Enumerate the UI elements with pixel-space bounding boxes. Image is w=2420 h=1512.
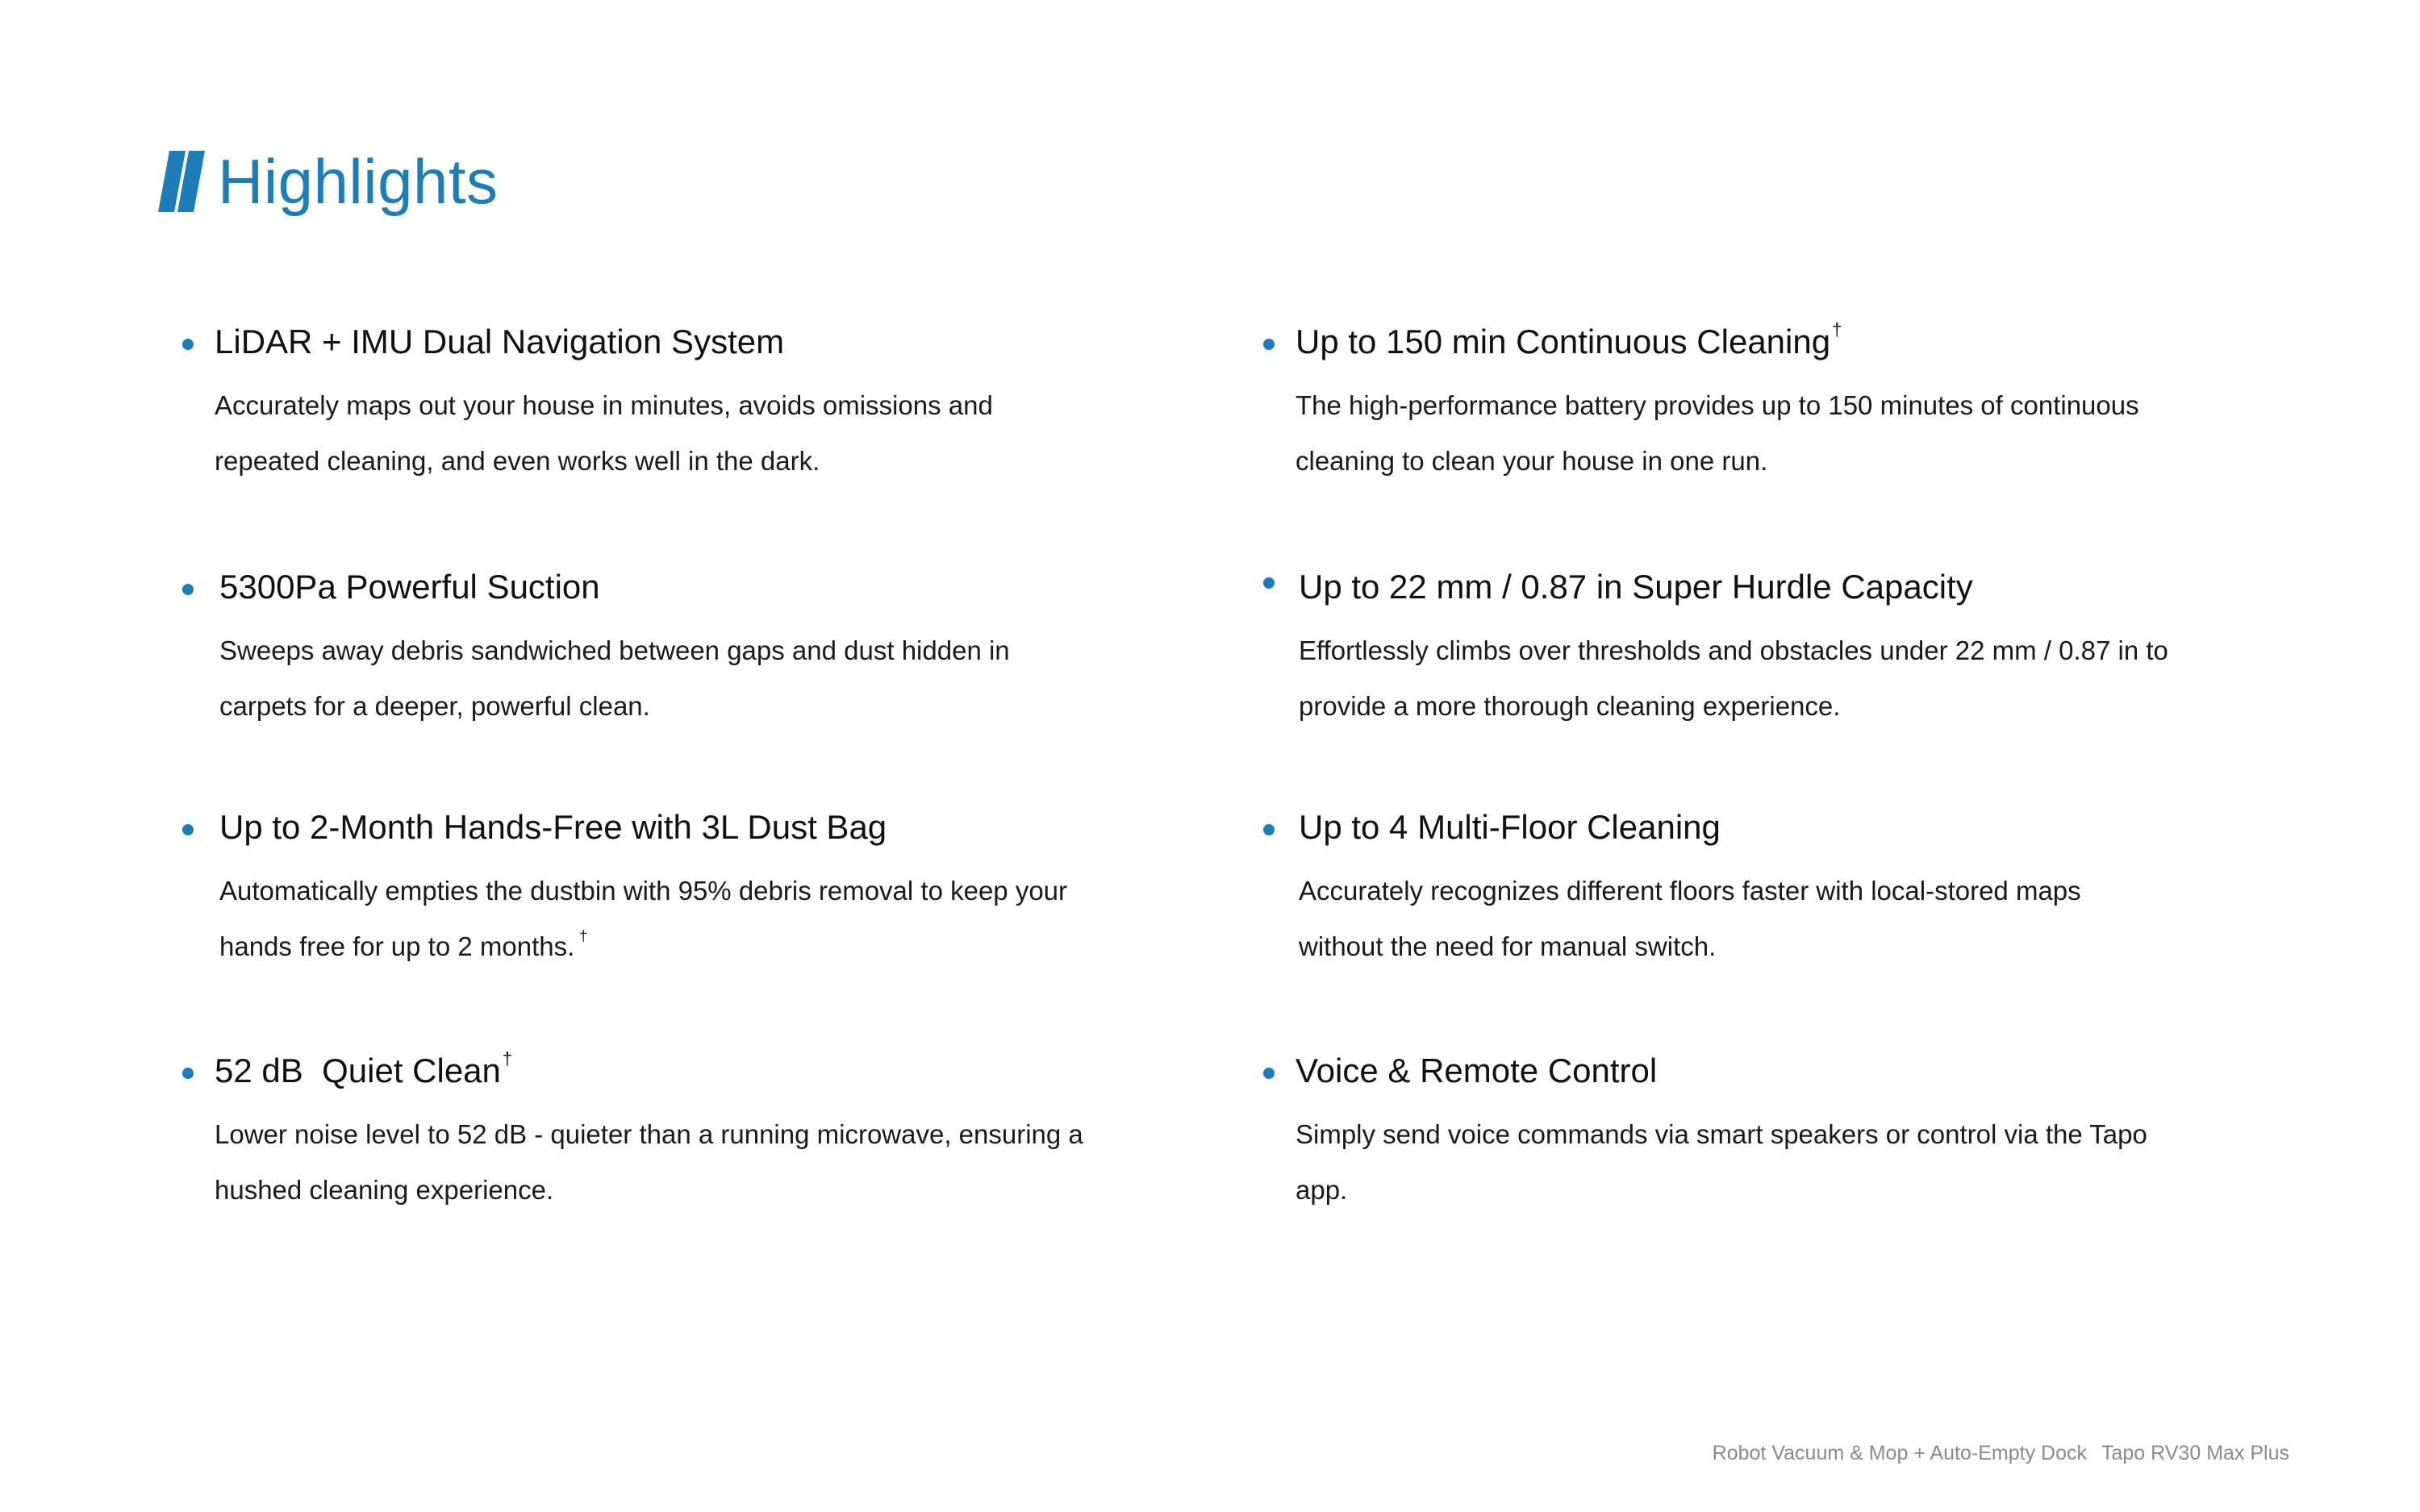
- bullet-icon: [182, 1068, 194, 1079]
- page-title: Highlights: [218, 146, 499, 217]
- bullet-icon: [182, 339, 194, 350]
- highlight-description: Accurately maps out your house in minutes, avoids omissions and repeated cleaning, and even works well in the dark.: [215, 390, 993, 476]
- highlight-title: Voice & Remote Control: [1296, 1052, 1658, 1089]
- highlight-title: Up to 150 min Continuous Cleaning†: [1296, 319, 1842, 360]
- bullet-icon: [1263, 339, 1275, 350]
- highlight-description: Simply send voice commands via smart speakers or control via the Tapo app.: [1296, 1119, 2147, 1205]
- highlight-title: LiDAR + IMU Dual Navigation System: [215, 323, 785, 360]
- bullet-icon: [1263, 824, 1275, 835]
- highlight-description: Accurately recognizes different floors faster with local-stored maps without the need for manual switch.: [1299, 876, 2081, 961]
- bullet-icon: [182, 824, 194, 835]
- bullet-icon: [1263, 577, 1275, 589]
- highlight-description: Sweeps away debris sandwiched between gaps and dust hidden in carpets for a deeper, powerful clean.: [219, 635, 1010, 721]
- highlight-description: Lower noise level to 52 dB - quieter than a running microwave, ensuring a hushed cleaning experience.: [215, 1119, 1083, 1205]
- highlight-title: 52 dB Quiet Clean†: [215, 1048, 513, 1089]
- page-footer: [1713, 1442, 2289, 1465]
- highlight-description: Effortlessly climbs over thresholds and obstacles under 22 mm / 0.87 in to provide a more thorough cleaning experience.: [1299, 635, 2168, 721]
- highlight-title: Up to 4 Multi-Floor Cleaning: [1299, 808, 1721, 846]
- highlight-title: 5300Pa Powerful Suction: [219, 568, 600, 606]
- highlight-title: Up to 2-Month Hands-Free with 3L Dust Bag: [219, 808, 887, 846]
- bullet-icon: [1263, 1068, 1275, 1079]
- double-slash-icon: [158, 151, 207, 212]
- footer-model: Tapo RV30 Max Plus: [2101, 1442, 2289, 1464]
- page-header: [158, 146, 499, 217]
- highlight-description: Automatically empties the dustbin with 95% debris removal to keep your hands free for up to 2 months. †: [219, 876, 1068, 961]
- highlight-description: The high-performance battery provides up to 150 minutes of continuous cleaning to clean your house in one run.: [1296, 390, 2139, 476]
- footer-product-line: Robot Vacuum & Mop + Auto-Empty Dock: [1712, 1442, 2087, 1464]
- highlight-title: Up to 22 mm / 0.87 in Super Hurdle Capacity: [1299, 568, 1973, 606]
- bullet-icon: [182, 584, 194, 595]
